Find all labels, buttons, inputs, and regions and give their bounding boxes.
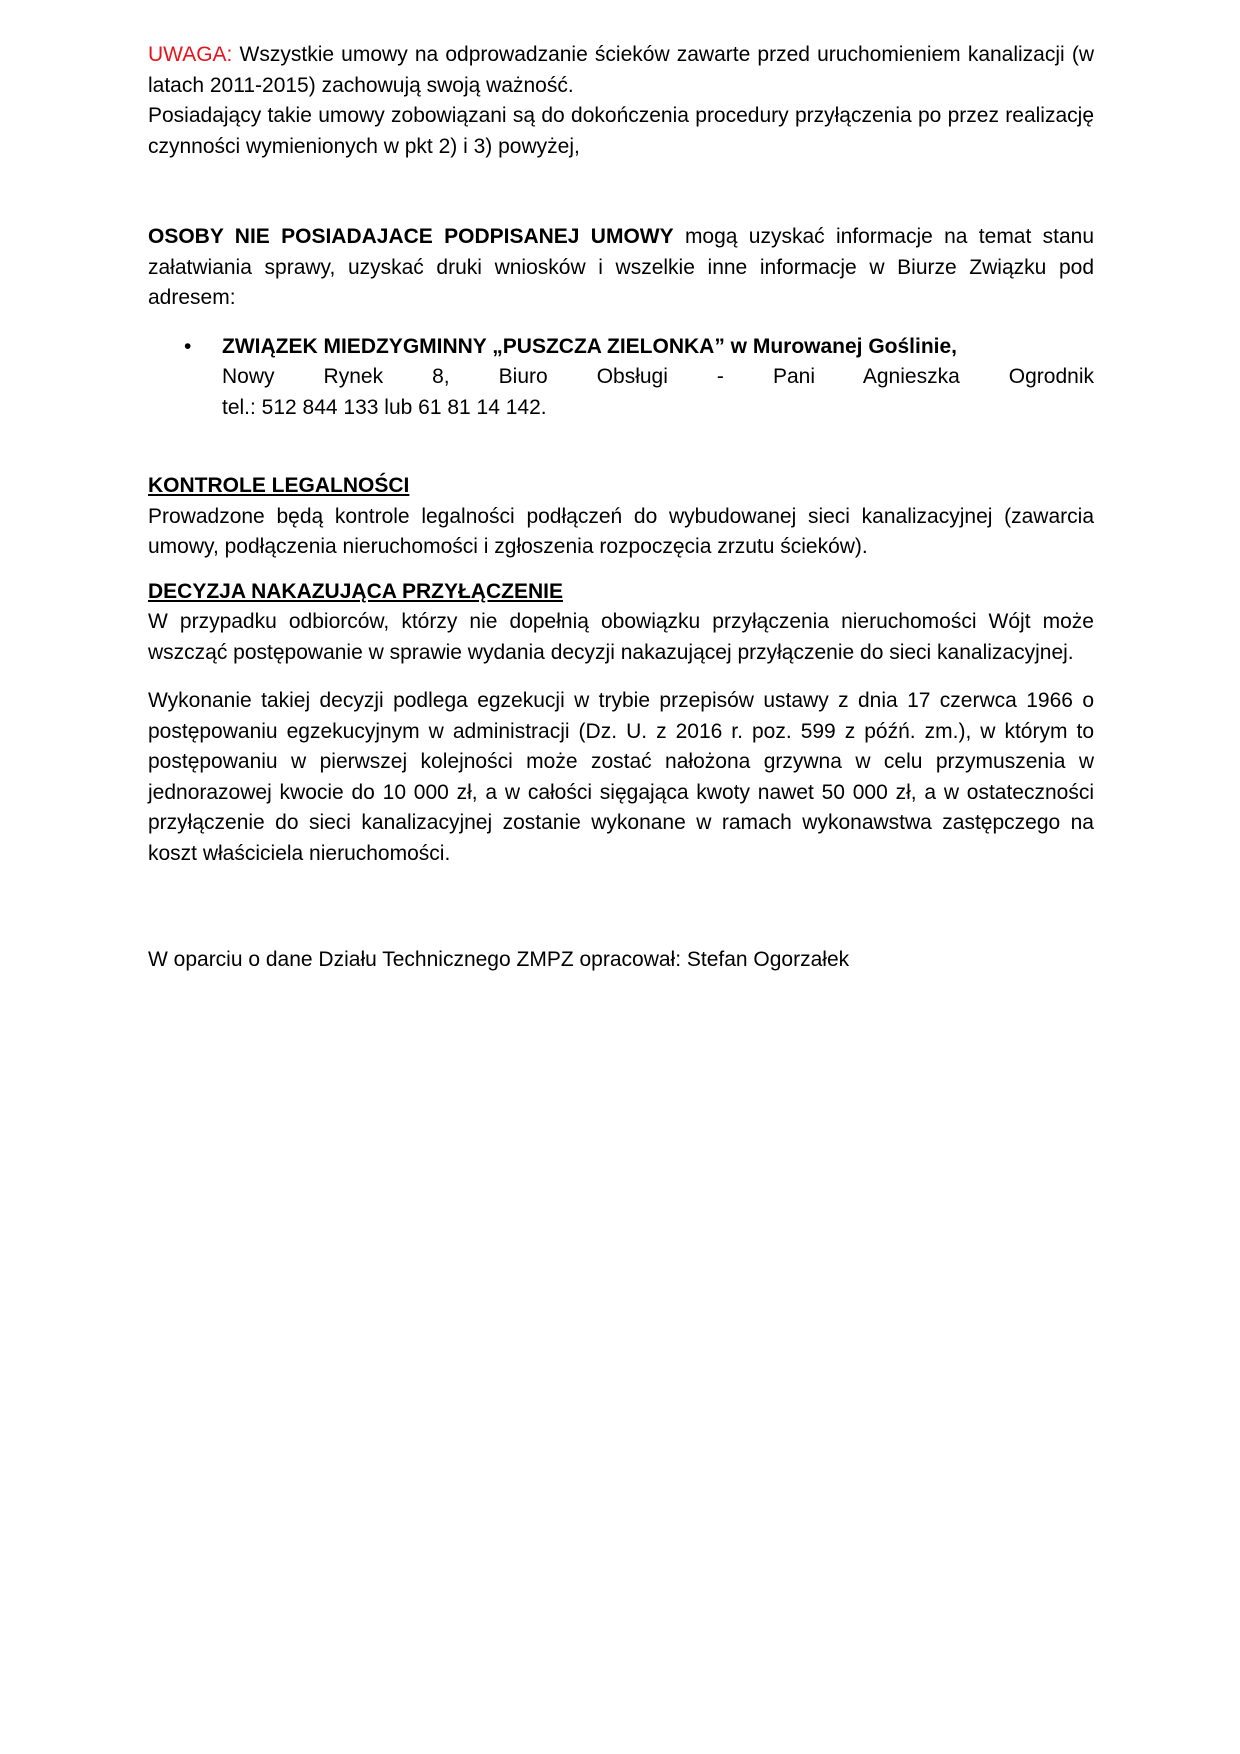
wykonanie-section xyxy=(148,686,1094,869)
wykonanie-paragraph: Wykonanie takiej decyzji podlega egzekucji w trybie przepisów ustawy z dnia 17 czerwca 1966 o postępowaniu egzekucyjnym w administracji (Dz. U. z 2016 r. poz. 599 z późń. zm.), w którym to postępowaniu w pierwszej kolejności może zostać nałożona grzywna w celu przymuszenia w jednorazowej kwocie do 10 000 zł, a w całości sięgająca kwoty nawet 50 000 zł, a w ostateczności przyłączenie do sieci kanalizacyjnej zostanie wykonane w ramach wykonawstwa zastępczego na koszt właściciela nieruchomości. xyxy=(148,689,1094,865)
kontrole-section xyxy=(148,471,1094,563)
uwaga-section xyxy=(148,40,1094,162)
uwaga-paragraph-2: Posiadający takie umowy zobowiązani są do dokończenia procedury przyłączenia po przez realizację czynności wymienionych w pkt 2) i 3) powyżej, xyxy=(148,104,1094,158)
kontrole-heading: KONTROLE LEGALNOŚCI xyxy=(148,474,410,497)
decyzja-paragraph: W przypadku odbiorców, którzy nie dopełnią obowiązku przyłączenia nieruchomości Wójt może wszcząć postępowanie w sprawie wydania decyzji nakazującej przyłączenie do sieci kanalizacyjnej. xyxy=(148,610,1094,664)
bullet-icon: • xyxy=(184,334,192,358)
document-page xyxy=(148,40,1094,976)
osoby-label: OSOBY NIE POSIADAJACE PODPISANEJ UMOWY xyxy=(148,225,674,248)
footer-credit: W oparciu o dane Działu Technicznego ZMPZ opracował: Stefan Ogorzałek xyxy=(148,948,850,971)
uwaga-label: UWAGA: xyxy=(148,43,233,66)
osoby-text: mogą uzyskać informacje na temat stanu załatwiania sprawy, uzyskać druki wniosków i wszelkie inne informacje w Biurze Związku pod adresem: xyxy=(148,225,1095,309)
decyzja-heading: DECYZJA NAKAZUJĄCA PRZYŁĄCZENIE xyxy=(148,579,563,603)
osoby-paragraph xyxy=(148,222,1094,314)
address-name: ZWIĄZEK MIEDZYGMINNY „PUSZCZA ZIELONKA” w Murowanej Goślinie, xyxy=(222,334,958,358)
address-phone: tel.: 512 844 133 lub 61 81 14 142. xyxy=(222,395,547,419)
osoby-section xyxy=(148,222,1094,314)
kontrole-paragraph: Prowadzone będą kontrole legalności podłączeń do wybudowanej sieci kanalizacyjnej (zawarcia umowy, podłączenia nieruchomości i zgłoszenia rozpoczęcia zrzutu ścieków). xyxy=(148,504,1094,558)
address-line: Nowy Rynek 8, Biuro Obsługi - Pani Agnieszka Ogrodnik xyxy=(222,365,1094,388)
footer-section xyxy=(148,945,1094,976)
uwaga-text: Wszystkie umowy na odprowadzanie ścieków zawarte przed uruchomieniem kanalizacji (w latach 2011-2015) zachowują swoją ważność. xyxy=(148,43,1094,97)
address-list xyxy=(148,332,1094,424)
uwaga-paragraph xyxy=(148,40,1094,101)
list-item xyxy=(148,332,1094,424)
decyzja-section xyxy=(148,577,1094,669)
